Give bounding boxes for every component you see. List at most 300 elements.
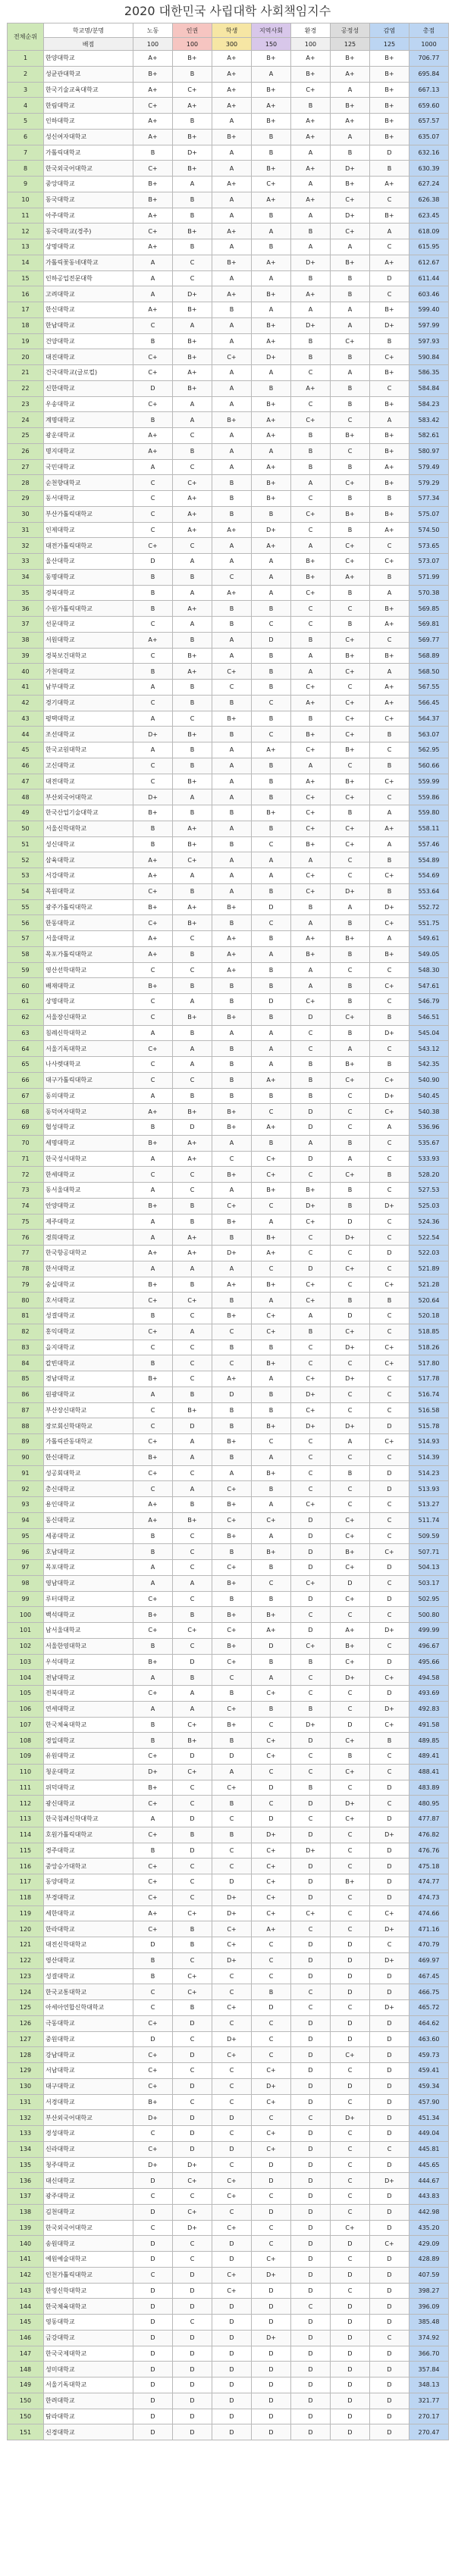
grade-cell-fairness: D [331, 1984, 370, 2000]
school-name-cell: 탐라대학교 [44, 2409, 133, 2424]
grade-cell-labor: C+ [133, 1796, 173, 1812]
grade-cell-community: B [252, 506, 291, 522]
grade-cell-infection: D [370, 2362, 410, 2377]
table-row [8, 1434, 449, 1450]
total-score-cell: 491.58 [410, 1717, 449, 1733]
grade-cell-students: A [212, 208, 252, 224]
grade-cell-human-rights: A+ [173, 1246, 212, 1261]
grade-cell-community: A [252, 585, 291, 601]
grade-cell-labor: C+ [133, 1827, 173, 1843]
grade-cell-environment: A [291, 852, 331, 868]
total-score-cell: 626.38 [410, 192, 449, 208]
grade-cell-infection: C [370, 1261, 410, 1277]
school-name-cell: 중원대학교 [44, 2031, 133, 2047]
table-row [8, 1968, 449, 1984]
grade-cell-human-rights: B [173, 805, 212, 821]
total-score-cell: 546.51 [410, 1009, 449, 1025]
grade-cell-community: B [252, 821, 291, 836]
grade-cell-community: A [252, 302, 291, 318]
total-score-cell: 612.67 [410, 255, 449, 270]
table-row [8, 2094, 449, 2110]
grade-cell-human-rights: C [173, 1591, 212, 1607]
rank-cell: 143 [8, 2283, 44, 2299]
school-name-cell: 경성대학교 [44, 2126, 133, 2142]
grade-cell-labor: B+ [133, 1198, 173, 1214]
grade-cell-community: B [252, 1701, 291, 1717]
grade-cell-human-rights: C+ [173, 1623, 212, 1639]
grade-cell-environment: B [291, 349, 331, 365]
grade-cell-community: B+ [252, 1418, 291, 1434]
grade-cell-human-rights: C+ [173, 475, 212, 491]
grade-cell-community: C [252, 1717, 291, 1733]
grade-cell-fairness: C [331, 2094, 370, 2110]
grade-cell-fairness: C+ [331, 727, 370, 742]
grade-cell-students: C [212, 1968, 252, 1984]
school-name-cell: 침례신학대학교 [44, 1025, 133, 1041]
total-score-cell: 443.83 [410, 2189, 449, 2205]
table-row [8, 161, 449, 177]
grade-cell-infection: C [370, 192, 410, 208]
total-score-cell: 583.42 [410, 412, 449, 428]
grade-cell-students: A+ [212, 82, 252, 98]
school-name-cell: 울산대학교 [44, 554, 133, 570]
grade-cell-infection: C+ [370, 2236, 410, 2252]
grade-cell-students: A+ [212, 522, 252, 538]
grade-cell-community: A+ [252, 1072, 291, 1088]
rank-cell: 107 [8, 1717, 44, 1733]
school-name-cell: 예원예술대학교 [44, 2252, 133, 2268]
rank-cell: 114 [8, 1827, 44, 1843]
grade-cell-infection: C [370, 632, 410, 648]
grade-cell-infection: B+ [370, 946, 410, 962]
grade-cell-fairness: C [331, 2189, 370, 2205]
table-row [8, 317, 449, 333]
school-name-cell: 동서울대학교 [44, 1183, 133, 1199]
grade-cell-fairness: C [331, 601, 370, 617]
grade-cell-community: B+ [252, 161, 291, 177]
grade-cell-infection: C [370, 1041, 410, 1057]
grade-cell-students: B+ [212, 899, 252, 915]
grade-cell-community: B [252, 931, 291, 947]
grade-cell-students: C [212, 2126, 252, 2142]
rank-cell: 121 [8, 1937, 44, 1953]
grade-cell-community: B [252, 1984, 291, 2000]
grade-cell-environment: A [291, 664, 331, 680]
grade-cell-community: A [252, 443, 291, 459]
grade-cell-students: C [212, 1324, 252, 1340]
school-name-cell: 동서대학교 [44, 491, 133, 507]
grade-cell-infection: D [370, 1465, 410, 1481]
school-name-cell: 목포대학교 [44, 1560, 133, 1576]
table-row [8, 270, 449, 286]
total-score-cell: 554.89 [410, 852, 449, 868]
total-score-cell: 527.53 [410, 1183, 449, 1199]
grade-cell-human-rights: D [173, 2078, 212, 2094]
total-score-cell: 407.59 [410, 2267, 449, 2283]
grade-cell-environment: A [291, 962, 331, 978]
grade-cell-fairness: D+ [331, 2110, 370, 2126]
total-score-cell: 562.95 [410, 742, 449, 758]
table-row [8, 2409, 449, 2424]
grade-cell-human-rights: C [173, 1340, 212, 1355]
table-row [8, 1623, 449, 1639]
rank-cell: 98 [8, 1575, 44, 1591]
rank-cell: 92 [8, 1481, 44, 1497]
total-score-cell: 573.07 [410, 554, 449, 570]
school-name-cell: 부산가톨릭대학교 [44, 506, 133, 522]
total-score-cell: 465.72 [410, 2000, 449, 2016]
grade-cell-environment: C+ [291, 412, 331, 428]
grade-cell-human-rights: A [173, 396, 212, 412]
grade-cell-infection: A+ [370, 821, 410, 836]
total-score-cell: 398.27 [410, 2283, 449, 2299]
school-name-cell: 인제대학교 [44, 522, 133, 538]
rank-cell: 136 [8, 2173, 44, 2189]
grade-cell-students: B [212, 1449, 252, 1465]
grade-cell-students: C [212, 2063, 252, 2079]
school-name-cell: 가톨릭관동대학교 [44, 1434, 133, 1450]
grade-cell-labor: A [133, 1183, 173, 1199]
total-score-cell: 445.81 [410, 2141, 449, 2157]
total-score-cell: 522.54 [410, 1230, 449, 1246]
total-score-cell: 464.62 [410, 2015, 449, 2031]
table-row [8, 1952, 449, 1968]
grade-cell-community: B+ [252, 51, 291, 67]
grade-cell-labor: A+ [133, 443, 173, 459]
school-name-cell: 순천향대학교 [44, 475, 133, 491]
grade-cell-fairness: A [331, 317, 370, 333]
grade-cell-human-rights: A+ [173, 1135, 212, 1151]
grade-cell-human-rights: B [173, 66, 212, 82]
rank-cell: 94 [8, 1512, 44, 1528]
table-row [8, 177, 449, 192]
rank-cell: 151 [8, 2424, 44, 2440]
grade-cell-fairness: C+ [331, 2220, 370, 2236]
total-score-cell: 579.29 [410, 475, 449, 491]
grade-cell-community: C+ [252, 1749, 291, 1765]
grade-cell-labor: C+ [133, 1623, 173, 1639]
rank-cell: 82 [8, 1324, 44, 1340]
table-row [8, 727, 449, 742]
grade-cell-labor: A+ [133, 1104, 173, 1120]
grade-cell-fairness: B+ [331, 51, 370, 67]
rank-cell: 67 [8, 1088, 44, 1104]
grade-cell-infection: D [370, 1984, 410, 2000]
grade-cell-students: A+ [212, 224, 252, 239]
school-name-cell: 한국국제대학교 [44, 2346, 133, 2362]
grade-cell-infection: C+ [370, 1544, 410, 1560]
grade-cell-community: B [252, 962, 291, 978]
grade-cell-human-rights: B [173, 443, 212, 459]
grade-cell-labor: A [133, 1230, 173, 1246]
school-name-cell: 김천대학교 [44, 2204, 133, 2220]
rank-cell: 103 [8, 1654, 44, 1670]
grade-cell-human-rights: B [173, 569, 212, 585]
grade-cell-environment: D [291, 2031, 331, 2047]
grade-cell-labor: B [133, 569, 173, 585]
grade-cell-human-rights: D [173, 1812, 212, 1827]
table-row [8, 443, 449, 459]
grade-cell-community: C+ [252, 1308, 291, 1324]
grade-cell-labor: D+ [133, 789, 173, 805]
grade-cell-students: A [212, 428, 252, 444]
table-row [8, 1183, 449, 1199]
grade-cell-fairness: A [331, 129, 370, 145]
grade-cell-fairness: B [331, 396, 370, 412]
school-name-cell: 한국산업기술대학교 [44, 805, 133, 821]
grade-cell-students: C+ [212, 1780, 252, 1796]
grade-cell-labor: A [133, 1214, 173, 1230]
grade-cell-infection: A+ [370, 177, 410, 192]
grade-cell-labor: C+ [133, 1324, 173, 1340]
grade-cell-human-rights: B [173, 1827, 212, 1843]
table-row [8, 1937, 449, 1953]
grade-cell-community: A [252, 868, 291, 884]
total-score-cell: 396.09 [410, 2299, 449, 2315]
school-name-cell: 한서대학교 [44, 1261, 133, 1277]
grade-cell-human-rights: C [173, 711, 212, 727]
school-name-cell: 서울기독대학교 [44, 1041, 133, 1057]
total-score-cell: 476.76 [410, 1843, 449, 1859]
grade-cell-students: A [212, 365, 252, 381]
max-score-total: 1000 [410, 38, 449, 51]
grade-cell-fairness: A [331, 1041, 370, 1057]
grade-cell-environment: C [291, 1984, 331, 2000]
grade-cell-fairness: C [331, 1497, 370, 1513]
grade-cell-labor: A [133, 1088, 173, 1104]
total-score-cell: 528.20 [410, 1167, 449, 1183]
rank-cell: 8 [8, 161, 44, 177]
grade-cell-labor: D [133, 2204, 173, 2220]
grade-cell-fairness: B+ [331, 1874, 370, 1890]
grade-cell-community: C [252, 2220, 291, 2236]
grade-cell-fairness: D [331, 1952, 370, 1968]
grade-cell-students: C+ [212, 1560, 252, 1576]
grade-cell-students: B [212, 727, 252, 742]
rank-cell: 59 [8, 962, 44, 978]
table-row [8, 1386, 449, 1402]
grade-cell-students: C+ [212, 2267, 252, 2283]
rank-cell: 101 [8, 1623, 44, 1639]
total-score-cell: 552.72 [410, 899, 449, 915]
grade-cell-human-rights: C+ [173, 1968, 212, 1984]
grade-cell-human-rights: B+ [173, 1402, 212, 1418]
table-row [8, 1497, 449, 1513]
table-row [8, 695, 449, 711]
rank-cell: 32 [8, 538, 44, 554]
school-name-cell: 세한대학교 [44, 1905, 133, 1921]
grade-cell-students: C+ [212, 2047, 252, 2063]
grade-cell-students: C [212, 1670, 252, 1686]
grade-cell-infection: D [370, 2267, 410, 2283]
grade-cell-environment: D [291, 1560, 331, 1576]
grade-cell-students: B+ [212, 1120, 252, 1136]
table-row [8, 2424, 449, 2440]
grade-cell-infection: A [370, 412, 410, 428]
grade-cell-environment: D [291, 1733, 331, 1749]
grade-cell-human-rights: D [173, 2346, 212, 2362]
rank-cell: 70 [8, 1135, 44, 1151]
grade-cell-infection: D [370, 2315, 410, 2331]
table-row [8, 114, 449, 130]
grade-cell-human-rights: A [173, 868, 212, 884]
grade-cell-labor: C+ [133, 1749, 173, 1765]
grade-cell-community: B+ [252, 1355, 291, 1371]
grade-cell-community: A [252, 1057, 291, 1073]
total-score-cell: 535.67 [410, 1135, 449, 1151]
table-row [8, 82, 449, 98]
school-name-cell: 고신대학교 [44, 758, 133, 774]
grade-cell-community: A+ [252, 192, 291, 208]
grade-cell-fairness: B [331, 491, 370, 507]
grade-cell-fairness: C [331, 2000, 370, 2016]
grade-cell-environment: C [291, 1686, 331, 1702]
grade-cell-fairness: B [331, 978, 370, 994]
rank-cell: 115 [8, 1843, 44, 1859]
grade-cell-human-rights: A+ [173, 1151, 212, 1167]
grade-cell-infection: B [370, 1057, 410, 1073]
rank-cell: 128 [8, 2047, 44, 2063]
grade-cell-human-rights: D [173, 1843, 212, 1859]
grade-cell-infection: B [370, 1167, 410, 1183]
grade-cell-human-rights: B+ [173, 302, 212, 318]
total-score-cell: 517.78 [410, 1371, 449, 1387]
table-row [8, 711, 449, 727]
total-score-cell: 435.20 [410, 2220, 449, 2236]
table-row [8, 1371, 449, 1387]
total-score-cell: 569.85 [410, 601, 449, 617]
grade-cell-human-rights: D [173, 1749, 212, 1765]
grade-cell-community: B+ [252, 114, 291, 130]
grade-cell-human-rights: C+ [173, 852, 212, 868]
grade-cell-community: D+ [252, 2078, 291, 2094]
grade-cell-students: C+ [212, 1512, 252, 1528]
grade-cell-community: A+ [252, 1246, 291, 1261]
school-name-cell: 국민대학교 [44, 459, 133, 475]
school-name-cell: 서울기독대학교 [44, 2377, 133, 2393]
rank-cell: 30 [8, 506, 44, 522]
table-row [8, 2362, 449, 2377]
grade-cell-human-rights: C [173, 931, 212, 947]
total-score-cell: 558.11 [410, 821, 449, 836]
rank-cell: 91 [8, 1465, 44, 1481]
grade-cell-community: C+ [252, 1874, 291, 1890]
grade-cell-environment: D [291, 1261, 331, 1277]
grade-cell-fairness: C+ [331, 1528, 370, 1544]
total-score-cell: 568.50 [410, 664, 449, 680]
grade-cell-community: B [252, 1088, 291, 1104]
table-row [8, 1214, 449, 1230]
grade-cell-students: D [212, 1874, 252, 1890]
school-name-cell: 한국침례신학대학교 [44, 1812, 133, 1827]
grade-cell-community: D+ [252, 2330, 291, 2346]
grade-cell-human-rights: B [173, 758, 212, 774]
grade-cell-labor: B+ [133, 192, 173, 208]
grade-cell-labor: B [133, 1638, 173, 1654]
grade-cell-infection: C+ [370, 978, 410, 994]
grade-cell-infection: D [370, 1418, 410, 1434]
rank-cell: 81 [8, 1308, 44, 1324]
grade-cell-community: B+ [252, 1465, 291, 1481]
total-score-cell: 603.46 [410, 286, 449, 302]
table-row [8, 1749, 449, 1765]
grade-cell-fairness: C [331, 962, 370, 978]
school-name-cell: 광주대학교 [44, 2189, 133, 2205]
grade-cell-students: C+ [212, 664, 252, 680]
table-row [8, 2189, 449, 2205]
grade-cell-human-rights: D+ [173, 2157, 212, 2173]
header-fairness: 공정성 [331, 23, 370, 38]
grade-cell-students: A [212, 161, 252, 177]
school-name-cell: 동국대학교(경주) [44, 224, 133, 239]
grade-cell-fairness: A [331, 365, 370, 381]
grade-cell-labor: C+ [133, 98, 173, 114]
grade-cell-human-rights: C [173, 1528, 212, 1544]
table-row [8, 1686, 449, 1702]
grade-cell-students: B+ [212, 1009, 252, 1025]
grade-cell-fairness: B [331, 1465, 370, 1481]
grade-cell-community: A [252, 224, 291, 239]
grade-cell-infection: D [370, 2015, 410, 2031]
school-name-cell: 우석대학교 [44, 1654, 133, 1670]
header-total: 총점 [410, 23, 449, 38]
rank-cell: 75 [8, 1214, 44, 1230]
grade-cell-fairness: C+ [331, 1261, 370, 1277]
grade-cell-infection: D [370, 1246, 410, 1261]
grade-cell-students: D [212, 2236, 252, 2252]
grade-cell-fairness: B+ [331, 1057, 370, 1073]
grade-cell-environment: D [291, 2189, 331, 2205]
grade-cell-labor: B [133, 1528, 173, 1544]
school-name-cell: 서강대학교 [44, 868, 133, 884]
grade-cell-students: D [212, 2393, 252, 2409]
table-row [8, 1088, 449, 1104]
grade-cell-community: C+ [252, 1890, 291, 1905]
table-row [8, 1120, 449, 1136]
grade-cell-human-rights: A [173, 1575, 212, 1591]
rank-cell: 29 [8, 491, 44, 507]
rank-cell: 134 [8, 2141, 44, 2157]
grade-cell-community: D+ [252, 349, 291, 365]
table-row [8, 428, 449, 444]
school-name-cell: 대진대학교 [44, 349, 133, 365]
grade-cell-fairness: A+ [331, 1623, 370, 1639]
grade-cell-labor: A [133, 1386, 173, 1402]
grade-cell-labor: B [133, 585, 173, 601]
grade-cell-labor: C [133, 2126, 173, 2142]
grade-cell-human-rights: B [173, 1277, 212, 1293]
grade-cell-community: B [252, 129, 291, 145]
table-row [8, 585, 449, 601]
school-name-cell: 성균관대학교 [44, 66, 133, 82]
total-score-cell: 516.58 [410, 1402, 449, 1418]
grade-cell-infection: B [370, 333, 410, 349]
table-row [8, 2078, 449, 2094]
table-row [8, 2173, 449, 2189]
table-row [8, 1449, 449, 1465]
grade-cell-fairness: C+ [331, 1072, 370, 1088]
grade-cell-environment: C+ [291, 994, 331, 1010]
grade-cell-fairness: C [331, 1905, 370, 1921]
grade-cell-labor: D [133, 2173, 173, 2189]
table-body [8, 51, 449, 2440]
grade-cell-environment: B+ [291, 554, 331, 570]
grade-cell-human-rights: B+ [173, 727, 212, 742]
grade-cell-fairness: C+ [331, 695, 370, 711]
grade-cell-community: A+ [252, 538, 291, 554]
grade-cell-labor: A+ [133, 931, 173, 947]
grade-cell-fairness: A [331, 1151, 370, 1167]
